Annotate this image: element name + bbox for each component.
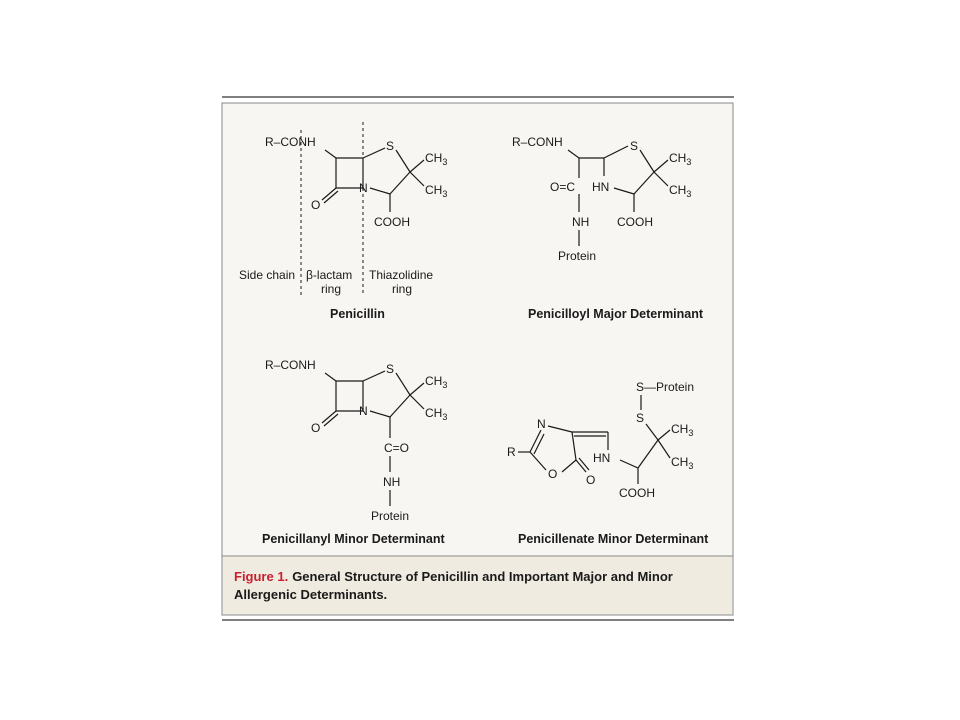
poyl-protein: Protein (558, 249, 597, 263)
pen-ch3-b: $CH_3$ (425, 183, 448, 199)
pan-n: N (359, 404, 368, 418)
pan-protein: Protein (371, 509, 410, 523)
pan-o: O (311, 421, 321, 435)
figure-caption-line2: Allergenic Determinants. (234, 587, 388, 602)
pen-side-chain: Side chain (239, 268, 296, 282)
pnate-s: S (636, 411, 645, 425)
pnate-ch3-b: $CH_3$ (671, 455, 694, 471)
pen-n: N (359, 181, 368, 195)
pan-r-group: R–CONH (265, 358, 316, 372)
pen-r-group: R–CONH (265, 135, 316, 149)
poyl-r-group: R–CONH (512, 135, 563, 149)
poyl-title: Penicilloyl Major Determinant (528, 307, 704, 321)
poyl-hn: HN (592, 180, 610, 194)
poyl-s: S (630, 139, 639, 153)
pan-co: C=O (384, 441, 410, 455)
figure-caption-line1: Figure 1. General Structure of Penicillin and Important Major and Minor (234, 569, 673, 584)
pnate-title: Penicillenate Minor Determinant (518, 532, 709, 546)
pen-title: Penicillin (330, 307, 385, 321)
poyl-nh: NH (572, 215, 590, 229)
pen-beta-ring: ring (321, 282, 342, 296)
pnate-cooh: COOH (619, 486, 655, 500)
pnate-ch3-a: $CH_3$ (671, 422, 694, 438)
pnate-o-ring: O (548, 467, 558, 481)
poyl-oc: O=C (550, 180, 576, 194)
pnate-n: N (537, 417, 546, 431)
figure-caption-label: Figure 1. (234, 569, 289, 584)
poyl-ch3-b: $CH_3$ (669, 183, 692, 199)
pan-ch3-a: $CH_3$ (425, 374, 448, 390)
pan-ch3-b: $CH_3$ (425, 406, 448, 422)
pen-thiazolidine: Thiazolidine (369, 268, 434, 282)
caption-panel (223, 556, 732, 614)
pen-cooh: COOH (374, 215, 410, 229)
pen-beta-lactam: β-lactam (306, 268, 353, 282)
pan-nh: NH (383, 475, 401, 489)
pen-o: O (311, 198, 321, 212)
pan-title: Penicillanyl Minor Determinant (262, 532, 445, 546)
pnate-o: O (586, 473, 596, 487)
poyl-cooh: COOH (617, 215, 653, 229)
pen-s: S (386, 139, 395, 153)
pen-thia-ring: ring (392, 282, 413, 296)
pnate-hn: HN (593, 451, 611, 465)
pan-s: S (386, 362, 395, 376)
poyl-ch3-a: $CH_3$ (669, 151, 692, 167)
pnate-r: R (507, 445, 516, 459)
pnate-s-protein: S—Protein (636, 380, 695, 394)
pen-ch3-a: $CH_3$ (425, 151, 448, 167)
